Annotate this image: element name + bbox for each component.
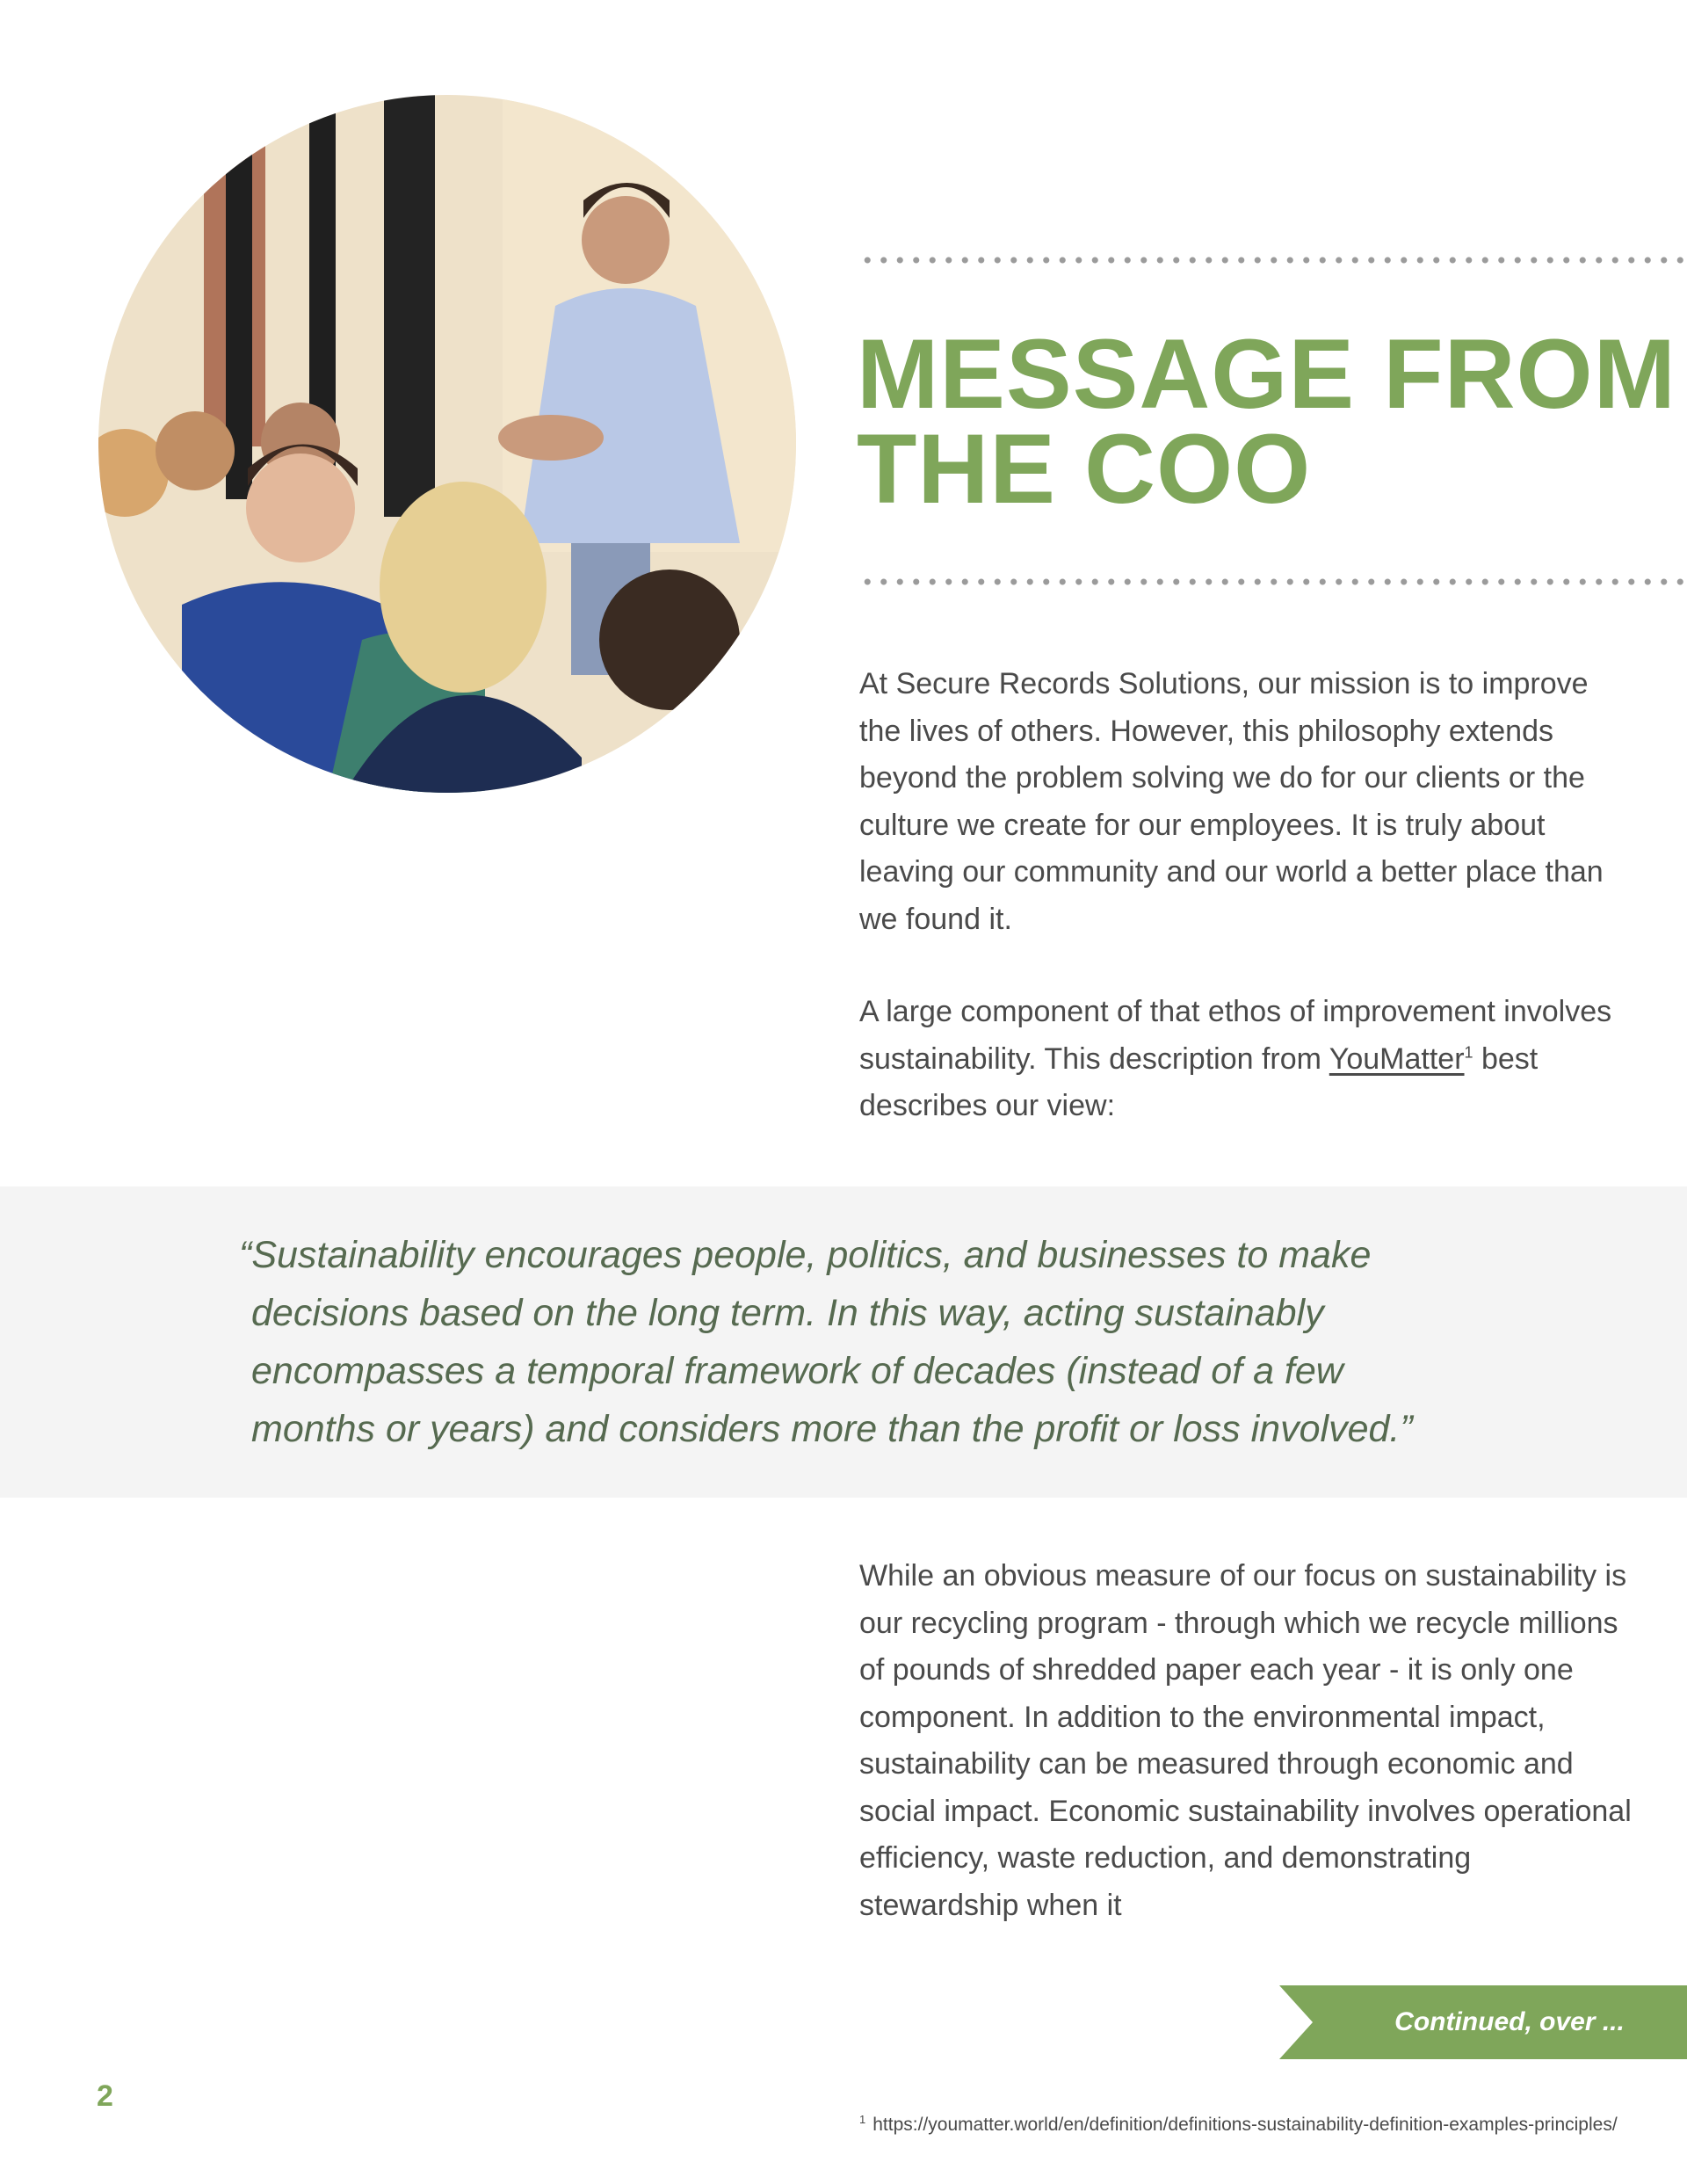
photo-speaker-audience (98, 95, 796, 793)
intro-paragraph-2 (859, 989, 1633, 1130)
page-number: 2 (97, 2079, 113, 2113)
footnote-url[interactable]: https://youmatter.world/en/definition/definitions-sustainability-definition-examples-principles/ (872, 2115, 1618, 2135)
quote-line: decisions based on the long term. In this way, acting sustainably (251, 1292, 1324, 1334)
quote-line: months or years) and considers more than the profit or loss involved.” (251, 1408, 1413, 1450)
intro-paragraph-2-text: A large component of that ethos of improvement involves sustainability. This description from (859, 995, 1612, 1076)
continuation-paragraph: While an obvious measure of our focus on sustainability is our recycling program - through which we recycle millions of pounds of shredded paper each year - it is only one component. In addition to the environmental impact, sustainability can be measured through economic and social impact. Economic sustainability involves operational efficiency, waste reduction, and demonstrating stewardship when it (859, 1559, 1632, 1922)
coo-photo (98, 95, 796, 793)
top-dotted-divider (859, 256, 1687, 265)
footnote (859, 2113, 1618, 2136)
page-title: MESSAGE FROM THE COO (857, 319, 1676, 524)
intro-paragraph-2-tail: best describes our view: (859, 1041, 1539, 1122)
bottom-dotted-divider (859, 577, 1687, 586)
quote-line: “Sustainability encourages people, politics, and businesses to make (239, 1234, 1372, 1276)
footnote-mark: 1 (859, 2113, 866, 2126)
intro-paragraph-1: At Secure Records Solutions, our mission is to improve the lives of others. However, this philosophy extends beyond the problem solving we do for our clients or the culture we create for our employees. It is truly about leaving our community and our world a better place than we found it. (859, 667, 1604, 936)
pull-quote (239, 1226, 1452, 1458)
youmatter-link[interactable]: YouMatter (1329, 1041, 1465, 1076)
footnote-ref: 1 (1464, 1043, 1473, 1062)
quote-line: encompasses a temporal framework of decades (instead of a few (251, 1350, 1343, 1392)
continued-label: Continued, over ... (1394, 2007, 1625, 2036)
continued-banner[interactable] (1279, 1985, 1687, 2059)
